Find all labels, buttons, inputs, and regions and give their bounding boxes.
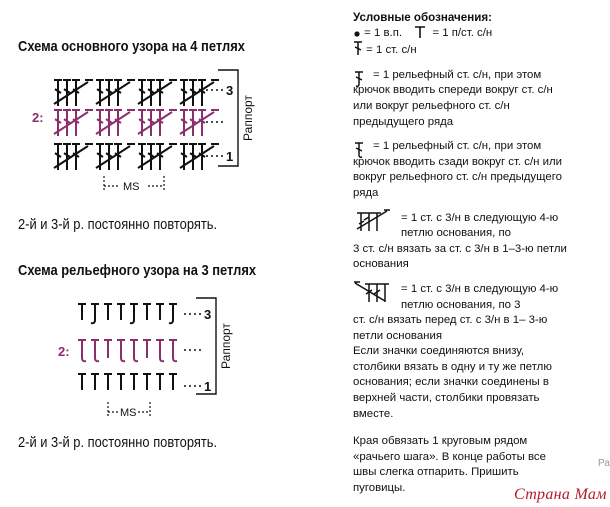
chart1-dc-mark xyxy=(198,110,206,136)
chart1-ms-label: MS xyxy=(123,181,140,193)
chart1-rapport-label: Раппорт xyxy=(241,95,255,141)
chart1-dc-mark xyxy=(198,80,206,106)
chart1-dc-mark xyxy=(114,144,122,170)
chart2-row1-mark xyxy=(143,374,151,390)
chart2-ms-label: MS xyxy=(120,407,137,419)
chart2-row2-mark xyxy=(130,340,138,361)
chart2-repeat-note: 2-й и 3-й р. постоянно повторять. xyxy=(18,434,218,451)
chart2-row3-mark xyxy=(130,304,138,323)
legend-row-front-relief xyxy=(353,68,568,130)
chart2-row1-mark xyxy=(104,374,112,390)
chart2-row2-mark xyxy=(78,340,86,361)
legend-row-chain-sc xyxy=(353,26,568,42)
chart2-row1-mark xyxy=(156,374,164,390)
chart2-row2-mark xyxy=(104,340,112,358)
chart2-row2-mark xyxy=(91,340,99,361)
legend-cross-front-text-b: ст. с/н вязать перед ст. с 3/н в 1– 3-ю петли основания xyxy=(353,314,548,342)
legend-row-back-relief xyxy=(353,139,568,201)
chart2-title: Схема рельефного узора на 3 петлях xyxy=(18,262,257,279)
chart2-row3-mark xyxy=(78,304,86,320)
legend-cross-back-text-b: 3 ст. с/н вязать за ст. с 3/н в 1–3-ю петли основания xyxy=(353,242,567,271)
chart2-row1-mark xyxy=(91,374,99,390)
chart2-row3-mark xyxy=(143,304,151,320)
legend-front-relief-text: = 1 рельефный ст. с/н, при этом крючок вводить спереди вокруг ст. с/н или вокруг рельефного ст. с/н предыдущего ряда xyxy=(353,68,553,128)
legend-note-edges: Края обвязать 1 круговым рядом «рачьего шага». В конце работы все швы слегка отпарить. Пришить пуговицы. xyxy=(353,435,546,495)
edge-fragment-text: Ра xyxy=(598,458,610,469)
chart2-row-label-2: 2: xyxy=(58,344,70,359)
chart2-row3-mark xyxy=(156,304,164,320)
chart2-row3-mark xyxy=(117,304,125,320)
chart1-dc-mark xyxy=(72,80,80,106)
back-post-dc-icon xyxy=(353,141,365,159)
double-crochet-icon xyxy=(353,41,363,55)
half-double-crochet-icon xyxy=(411,26,429,38)
chart1-repeat-note: 2-й и 3-й р. постоянно повторять. xyxy=(18,216,218,233)
chart1-dc-mark xyxy=(198,144,206,170)
chart2-row3-mark xyxy=(91,304,99,323)
chart2-row-label: 1 xyxy=(204,379,212,394)
cross-stitch-front-icon xyxy=(353,280,393,302)
legend-title: Условные обозначения: xyxy=(353,11,492,24)
chart1-dc-mark xyxy=(156,110,164,136)
legend-hdc-text: = 1 п/ст. с/н xyxy=(432,26,493,39)
chart1-dc-mark xyxy=(156,144,164,170)
chart2-row3-mark xyxy=(169,304,177,323)
front-post-dc-icon xyxy=(353,70,365,88)
chart1-dc-mark xyxy=(72,110,80,136)
chart2-row2-mark xyxy=(169,340,177,361)
chart1-dc-mark xyxy=(72,144,80,170)
chart1-row-label: 1 xyxy=(226,149,234,164)
chart2-row2-mark xyxy=(143,340,151,358)
legend-dc-text: = 1 ст. с/н xyxy=(366,44,417,57)
site-brand-logo: Страна Мам xyxy=(514,486,607,503)
legend-note-joined: Если значки соединяются внизу, столбики вязать в одну и ту же петлю основания; если значки соединены в верхней части, столбики провязать вместе. xyxy=(353,345,552,420)
legend-cross-back-text-a: = 1 ст. с 3/н в следующую 4-ю петлю основания, по xyxy=(401,211,559,240)
chart1-dc-mark xyxy=(156,80,164,106)
chart2-row1-mark xyxy=(117,374,125,390)
chart2-row3-mark xyxy=(104,304,112,320)
chart2-row2-mark xyxy=(117,340,125,361)
chart1-dc-mark xyxy=(114,80,122,106)
chain-stitch-icon xyxy=(353,28,361,38)
chart2-rapport-label: Раппорт xyxy=(219,323,233,369)
chart2-row1-mark xyxy=(169,374,177,390)
chart1-title: Схема основного узора на 4 петлях xyxy=(18,38,245,55)
legend-row-dc xyxy=(353,41,568,59)
legend-row-cross-back xyxy=(353,211,568,273)
chart2-row1-mark xyxy=(130,374,138,390)
chart2-diagram xyxy=(28,290,288,430)
cross-stitch-back-icon xyxy=(353,209,393,231)
legend-chain-text: = 1 в.п. xyxy=(364,26,403,39)
legend xyxy=(353,10,568,497)
legend-cross-front-text-a: = 1 ст. с 3/н в следующую 4-ю петлю основания, по 3 xyxy=(401,282,559,311)
legend-back-relief-text: = 1 рельефный ст. с/н, при этом крючок вводить сзади вокруг ст. с/н или вокруг рельефного ст. с/н предыдущего ряда xyxy=(353,140,562,199)
chart2-row1-mark xyxy=(78,374,86,390)
chart1-row-label: 3 xyxy=(226,83,234,98)
legend-row-cross-front xyxy=(353,282,568,344)
chart1-diagram xyxy=(28,62,288,212)
chart1-dc-mark xyxy=(114,110,122,136)
chart2-row-label: 3 xyxy=(204,307,212,322)
chart2-row2-mark xyxy=(156,340,164,361)
chart1-row-label-2: 2: xyxy=(32,110,44,125)
